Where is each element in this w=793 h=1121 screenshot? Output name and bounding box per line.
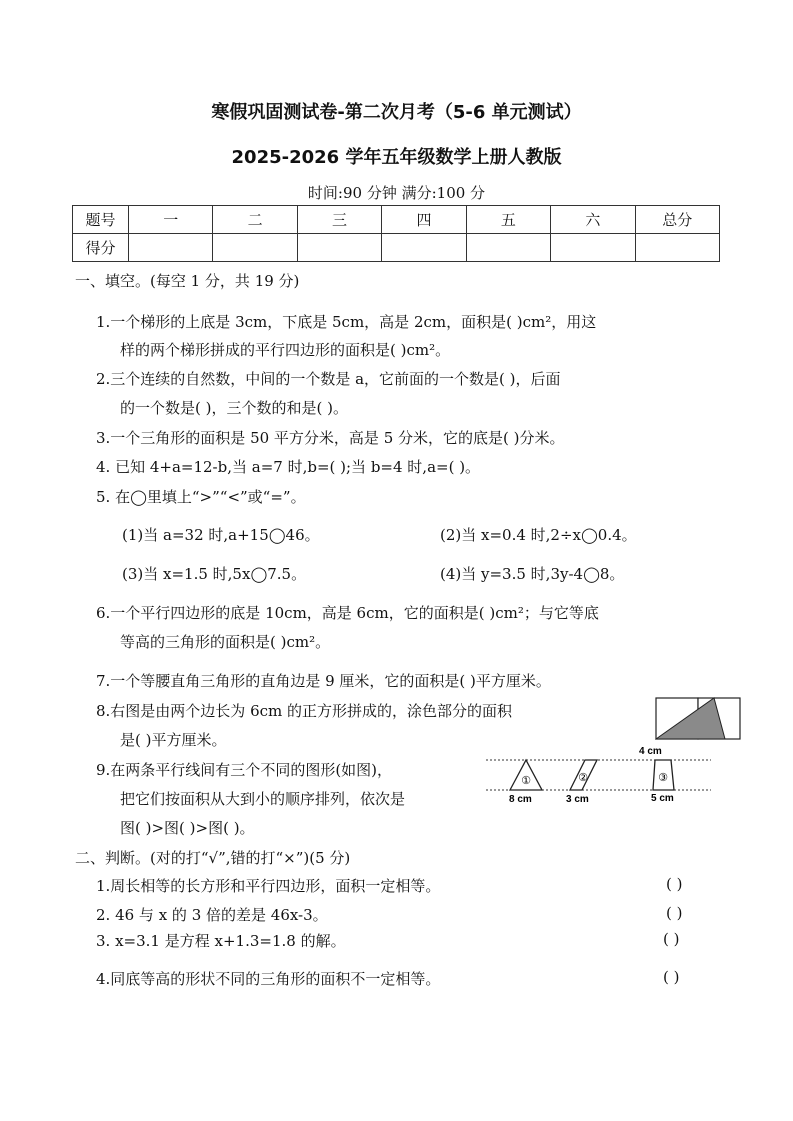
q9-label-1: 8 cm	[509, 794, 532, 804]
score-cell-6: 六	[551, 206, 635, 234]
score-table-score-row	[73, 234, 720, 262]
q5-part1: (1)当 a=32 时,a+15◯46。	[122, 526, 320, 544]
score-cell-2: 二	[213, 206, 297, 234]
q8-line2: 是( )平方厘米。	[120, 731, 227, 749]
judge-item-3: 3. x=3.1 是方程 x+1.3=1.8 的解。	[96, 932, 346, 950]
q5-part4: (4)当 y=3.5 时,3y-4◯8。	[440, 565, 625, 583]
q2-line2: 的一个数是( )，三个数的和是( )。	[120, 399, 348, 417]
q7: 7.一个等腰直角三角形的直角边是 9 厘米，它的面积是( )平方厘米。	[96, 672, 551, 690]
q5-part3: (3)当 x=1.5 时,5x◯7.5。	[122, 565, 307, 583]
score-input-6[interactable]	[551, 234, 635, 262]
score-input-2[interactable]	[213, 234, 297, 262]
q5-part2: (2)当 x=0.4 时,2÷x◯0.4。	[440, 526, 637, 544]
score-cell-5: 五	[466, 206, 550, 234]
q8-line1: 8.右图是由两个边长为 6cm 的正方形拼成的，涂色部分的面积	[96, 702, 513, 720]
score-row-label: 得分	[73, 234, 129, 262]
page-title: 寒假巩固测试卷-第二次月考（5-6 单元测试）	[211, 102, 582, 123]
judge-item-2: 2. 46 与 x 的 3 倍的差是 46x-3。	[96, 906, 328, 924]
q9-line3: 图( )>图( )>图( )。	[120, 819, 255, 837]
q9-line2: 把它们按面积从大到小的顺序排列，依次是	[120, 790, 406, 808]
score-table	[72, 205, 720, 262]
judge-answer-3[interactable]: ( )	[663, 930, 680, 948]
judge-item-1: 1.周长相等的长方形和平行四边形，面积一定相等。	[96, 877, 441, 895]
page-subtitle: 2025-2026 学年五年级数学上册人教版	[231, 147, 562, 168]
q9-mark-1: ①	[521, 775, 531, 787]
q3: 3.一个三角形的面积是 50 平方分米，高是 5 分米，它的底是( )分米。	[96, 429, 565, 447]
section2-heading: 二、判断。(对的打“√”,错的打“×”)(5 分)	[75, 849, 351, 867]
score-cell-4: 四	[382, 206, 466, 234]
score-cell-total: 总分	[635, 206, 719, 234]
q9-parallel-figure	[486, 744, 711, 804]
q6-line1: 6.一个平行四边形的底是 10cm，高是 6cm，它的面积是( )cm²；与它等底	[96, 604, 599, 622]
q8-squares-figure	[655, 697, 741, 741]
score-cell-3: 三	[297, 206, 381, 234]
judge-answer-4[interactable]: ( )	[663, 968, 680, 986]
q1-line1: 1.一个梯形的上底是 3cm，下底是 5cm，高是 2cm，面积是( )cm²，用这	[96, 313, 597, 331]
judge-answer-1[interactable]: ( )	[666, 875, 683, 893]
section1-heading: 一、填空。(每空 1 分，共 19 分)	[75, 272, 300, 290]
q9-mark-3: ③	[658, 772, 668, 784]
q9-label-top: 4 cm	[639, 746, 662, 757]
score-cell-label: 题号	[73, 206, 129, 234]
q6-line2: 等高的三角形的面积是( )cm²。	[120, 633, 331, 651]
score-input-3[interactable]	[297, 234, 381, 262]
q9-label-2: 3 cm	[566, 794, 589, 804]
score-cell-1: 一	[129, 206, 213, 234]
q1-line2: 样的两个梯形拼成的平行四边形的面积是( )cm²。	[120, 341, 451, 359]
q9-mark-2: ②	[578, 772, 588, 784]
q2-line1: 2.三个连续的自然数，中间的一个数是 a，它前面的一个数是( )，后面	[96, 370, 561, 388]
q5: 5. 在◯里填上“>”“<”或“=”。	[96, 488, 306, 506]
q4: 4. 已知 4+a=12-b,当 a=7 时,b=( );当 b=4 时,a=( )。	[96, 458, 481, 476]
score-input-4[interactable]	[382, 234, 466, 262]
exam-meta: 时间:90 分钟 满分:100 分	[307, 184, 486, 202]
judge-item-4: 4.同底等高的形状不同的三角形的面积不一定相等。	[96, 970, 441, 988]
score-table-header-row	[73, 206, 720, 234]
q9-label-3: 5 cm	[651, 793, 674, 804]
score-input-5[interactable]	[466, 234, 550, 262]
score-input-total[interactable]	[635, 234, 719, 262]
q9-line1: 9.在两条平行线间有三个不同的图形(如图)，	[96, 761, 393, 779]
score-input-1[interactable]	[129, 234, 213, 262]
judge-answer-2[interactable]: ( )	[666, 904, 683, 922]
